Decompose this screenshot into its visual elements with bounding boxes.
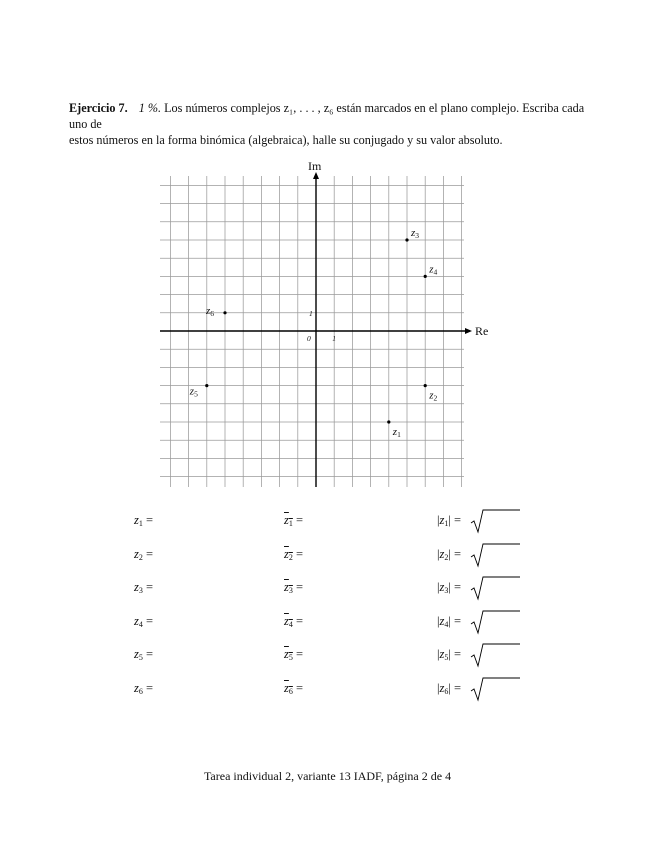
point-label-z5: z5 xyxy=(189,385,198,399)
point-label-z2: z2 xyxy=(429,389,438,403)
absolute-value-field: $|z_1|$ = xyxy=(437,513,462,528)
y-unit-label: 1 xyxy=(309,308,313,318)
z-value-field: $z_5$ = xyxy=(134,647,154,663)
real-axis-arrow xyxy=(465,328,472,334)
z-value-field: $z_2$ = xyxy=(134,546,154,562)
answer-row xyxy=(0,507,655,537)
sqrt-icon xyxy=(470,541,522,569)
sqrt-icon xyxy=(470,507,522,535)
z-value-field: $z_3$ = xyxy=(134,580,154,596)
exercise-text-line2: estos números en la forma binómica (algebraica), halle su conjugado y su valor absoluto. xyxy=(69,133,503,147)
conjugate-field: $z_2$ = xyxy=(284,546,304,562)
sqrt-icon xyxy=(470,608,522,636)
answer-row xyxy=(0,608,655,638)
absolute-value-field: $|z_3|$ = xyxy=(437,580,462,596)
z-value-field: $z_6$ = xyxy=(134,681,154,696)
point-z6 xyxy=(223,311,226,314)
page-footer: Tarea individual 2, variante 13 IADF, página 2 de 4 xyxy=(203,769,452,783)
exercise-percent: 1 %. xyxy=(138,101,162,115)
conjugate-field: $z_3$ = xyxy=(284,580,304,596)
conjugate-field: $z_5$ = xyxy=(284,647,304,663)
sqrt-icon xyxy=(470,574,522,602)
imaginary-axis-arrow xyxy=(313,172,319,179)
exercise-title: Ejercicio 7. xyxy=(69,101,128,115)
absolute-value-field: $|z_4|$ = xyxy=(437,613,462,629)
absolute-value-field: $|z_6|$ = xyxy=(437,681,462,696)
plane-points xyxy=(189,227,438,439)
point-z2 xyxy=(424,384,427,387)
real-axis-label: Re xyxy=(475,324,489,338)
point-label-z1: z1 xyxy=(392,426,401,439)
conjugate-field: $z_1$ = xyxy=(284,513,304,528)
absolute-value-field: $|z_5|$ = xyxy=(437,647,462,663)
absolute-value-field: $|z_2|$ = xyxy=(437,546,462,562)
conjugate-field: $z_6$ = xyxy=(284,681,304,696)
imaginary-axis-label: Im xyxy=(308,159,322,173)
point-z1 xyxy=(387,420,390,423)
exercise-text-line1: Los números complejos z₁, . . . , z₆ están marcados en el plano complejo. Escriba cada uno de xyxy=(69,101,585,131)
answer-row xyxy=(0,574,655,604)
point-z3 xyxy=(405,238,408,241)
z-value-field: $z_1$ = xyxy=(134,513,154,528)
point-label-z3: z3 xyxy=(411,227,420,240)
origin-label: 0 xyxy=(307,334,311,343)
point-z4 xyxy=(424,275,427,278)
point-z5 xyxy=(205,384,208,387)
conjugate-field: $z_4$ = xyxy=(284,613,304,629)
point-label-z6: z6 xyxy=(206,304,215,318)
point-label-z4: z4 xyxy=(429,263,438,277)
answer-row xyxy=(0,541,655,571)
answer-row xyxy=(0,675,655,705)
answer-row xyxy=(0,641,655,671)
sqrt-icon xyxy=(470,641,522,669)
z-value-field: $z_4$ = xyxy=(134,613,154,629)
sqrt-icon xyxy=(470,675,522,703)
plane-axes xyxy=(160,159,488,487)
x-unit-label: 1 xyxy=(332,334,336,343)
